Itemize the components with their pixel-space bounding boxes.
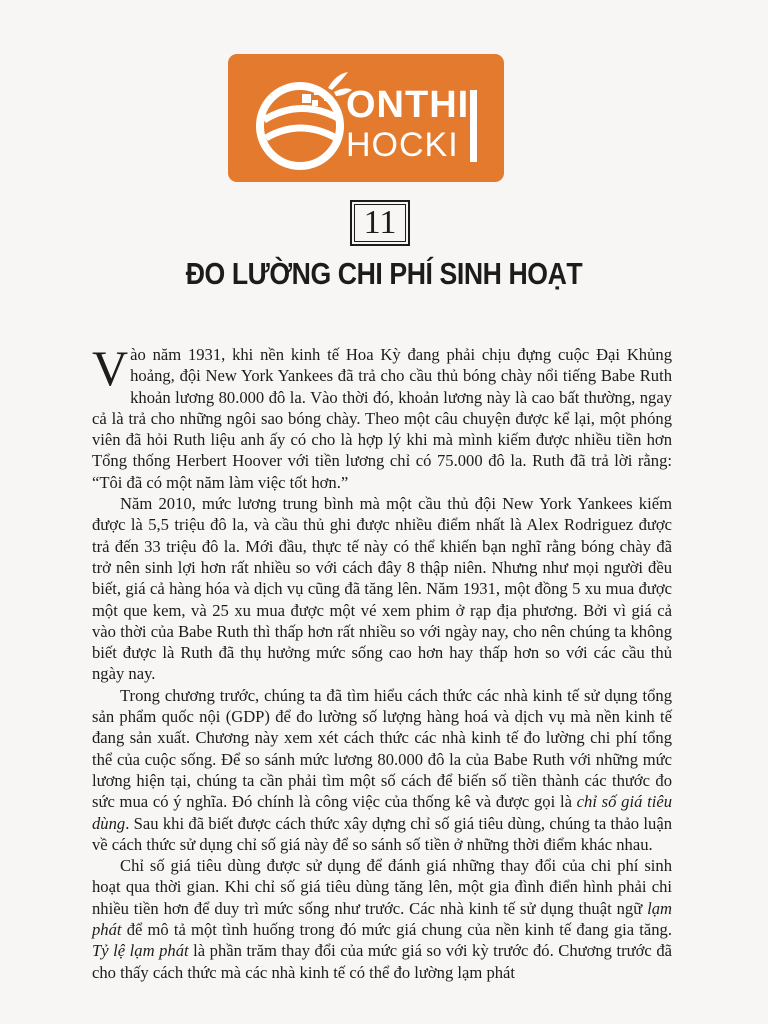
paragraph-1 (92, 340, 672, 493)
paragraph-4-text-a: Chỉ số giá tiêu dùng được sử dụng để đánh giá những thay đổi của chi phí sinh hoạt qua thời gian. Khi chỉ số giá tiêu dùng tăng lên, một gia đình điển hình phải chi nhiều tiền hơn để duy trì mức sống như trước. Các nhà kinh tế sử dụng thuật ngữ (92, 856, 672, 918)
paragraph-2: Năm 2010, mức lương trung bình mà một cầu thủ đội New York Yankees kiếm được là 5,5 triệu đô la, và cầu thủ ghi được nhiều điểm nhất là Alex Rodriguez được trả đến 33 triệu đô la. Mới đầu, thực tế này có thể khiến bạn nghĩ rằng bóng chày đã trở nên sinh lợi hơn rất nhiều so với cách đây 8 thập niên. Nhưng như mọi người đều biết, giá cả hàng hóa và dịch vụ cũng đã tăng lên. Năm 1931, một đồng 5 xu mua được một que kem, và 25 xu mua được một vé xem phim ở rạp địa phương. Bởi vì giá cả vào thời của Babe Ruth thì thấp hơn rất nhiều so với ngày nay, cho nên chúng ta không biết được là Ruth đã thụ hưởng mức sống cao hơn hay thấp hơn so với các cầu thủ ngày nay. (92, 494, 672, 684)
logo-wordmark-top: ONTHI (346, 84, 470, 126)
logo-bar (470, 90, 477, 162)
drop-cap: V (92, 340, 129, 396)
paragraph-3-text-b: . Sau khi đã biết được cách thức xây dựng chỉ số giá tiêu dùng, chúng ta thảo luận về cách thức sử dụng chỉ số giá này để so sánh số tiền ở những thời điểm khác nhau. (92, 813, 672, 854)
term-cpi: chỉ số giá tiêu dùng (92, 792, 672, 833)
paragraph-3-text-a: Trong chương trước, chúng ta đã tìm hiểu cách thức các nhà kinh tế sử dụng tổng sản phẩm quốc nội (GDP) để đo lường số lượng hàng hoá và dịch vụ mà nền kinh tế đang sản xuất. Chương này xem xét cách thức các nhà kinh tế đo lường chi phí tổng thể của cuộc sống. Để so sánh mức lương 80.000 đô la của Babe Ruth với những mức lương hiện tại, chúng ta cần phải tìm một số cách để biến số tiền thành các thước đo sức mua có ý nghĩa. Đó chính là công việc của thống kê và được gọi là (92, 685, 672, 812)
globe-logo-icon (248, 68, 352, 172)
paragraph-4 (92, 855, 672, 983)
chapter-title: ĐO LƯỜNG CHI PHÍ SINH HOẠT (185, 256, 583, 291)
paragraph-1-text: ào năm 1931, khi nền kinh tế Hoa Kỳ đang phải chịu đựng cuộc Đại Khủng hoảng, đội New York Yankees đã trả cho cầu thủ bóng chày nổi tiếng Babe Ruth khoản lương 80.000 đô la. Vào thời đó, khoản lương này là cao bất thường, ngay cả là trả cho những ngôi sao bóng chày. Theo một câu chuyện được kể lại, một phóng viên đã hỏi Ruth liệu anh ấy có cho là hợp lý khi mà mình kiếm được nhiều tiền hơn Tổng thống Herbert Hoover với tiền lương chỉ có 75.000 đô la. Ruth đã trả lời rằng: “Tôi đã có một năm làm việc tốt hơn.” (92, 345, 672, 492)
paragraph-3 (92, 685, 672, 855)
paragraph-4-text-b: để mô tả một tình huống trong đó mức giá chung của nền kinh tế đang gia tăng. (121, 920, 672, 940)
term-inflation-rate: Tỷ lệ lạm phát (92, 941, 189, 961)
logo-wordmark-bottom: HOCKI (346, 126, 459, 164)
paragraph-4-text-c: là phần trăm thay đổi của mức giá so với kỳ trước đó. Chương trước đã cho thấy cách thức mà các nhà kinh tế có thể đo lường lạm phát (92, 941, 673, 982)
term-inflation: lạm phát (92, 898, 672, 940)
chapter-body (92, 340, 673, 983)
site-logo (228, 54, 504, 182)
chapter-number: 11 (350, 200, 410, 246)
